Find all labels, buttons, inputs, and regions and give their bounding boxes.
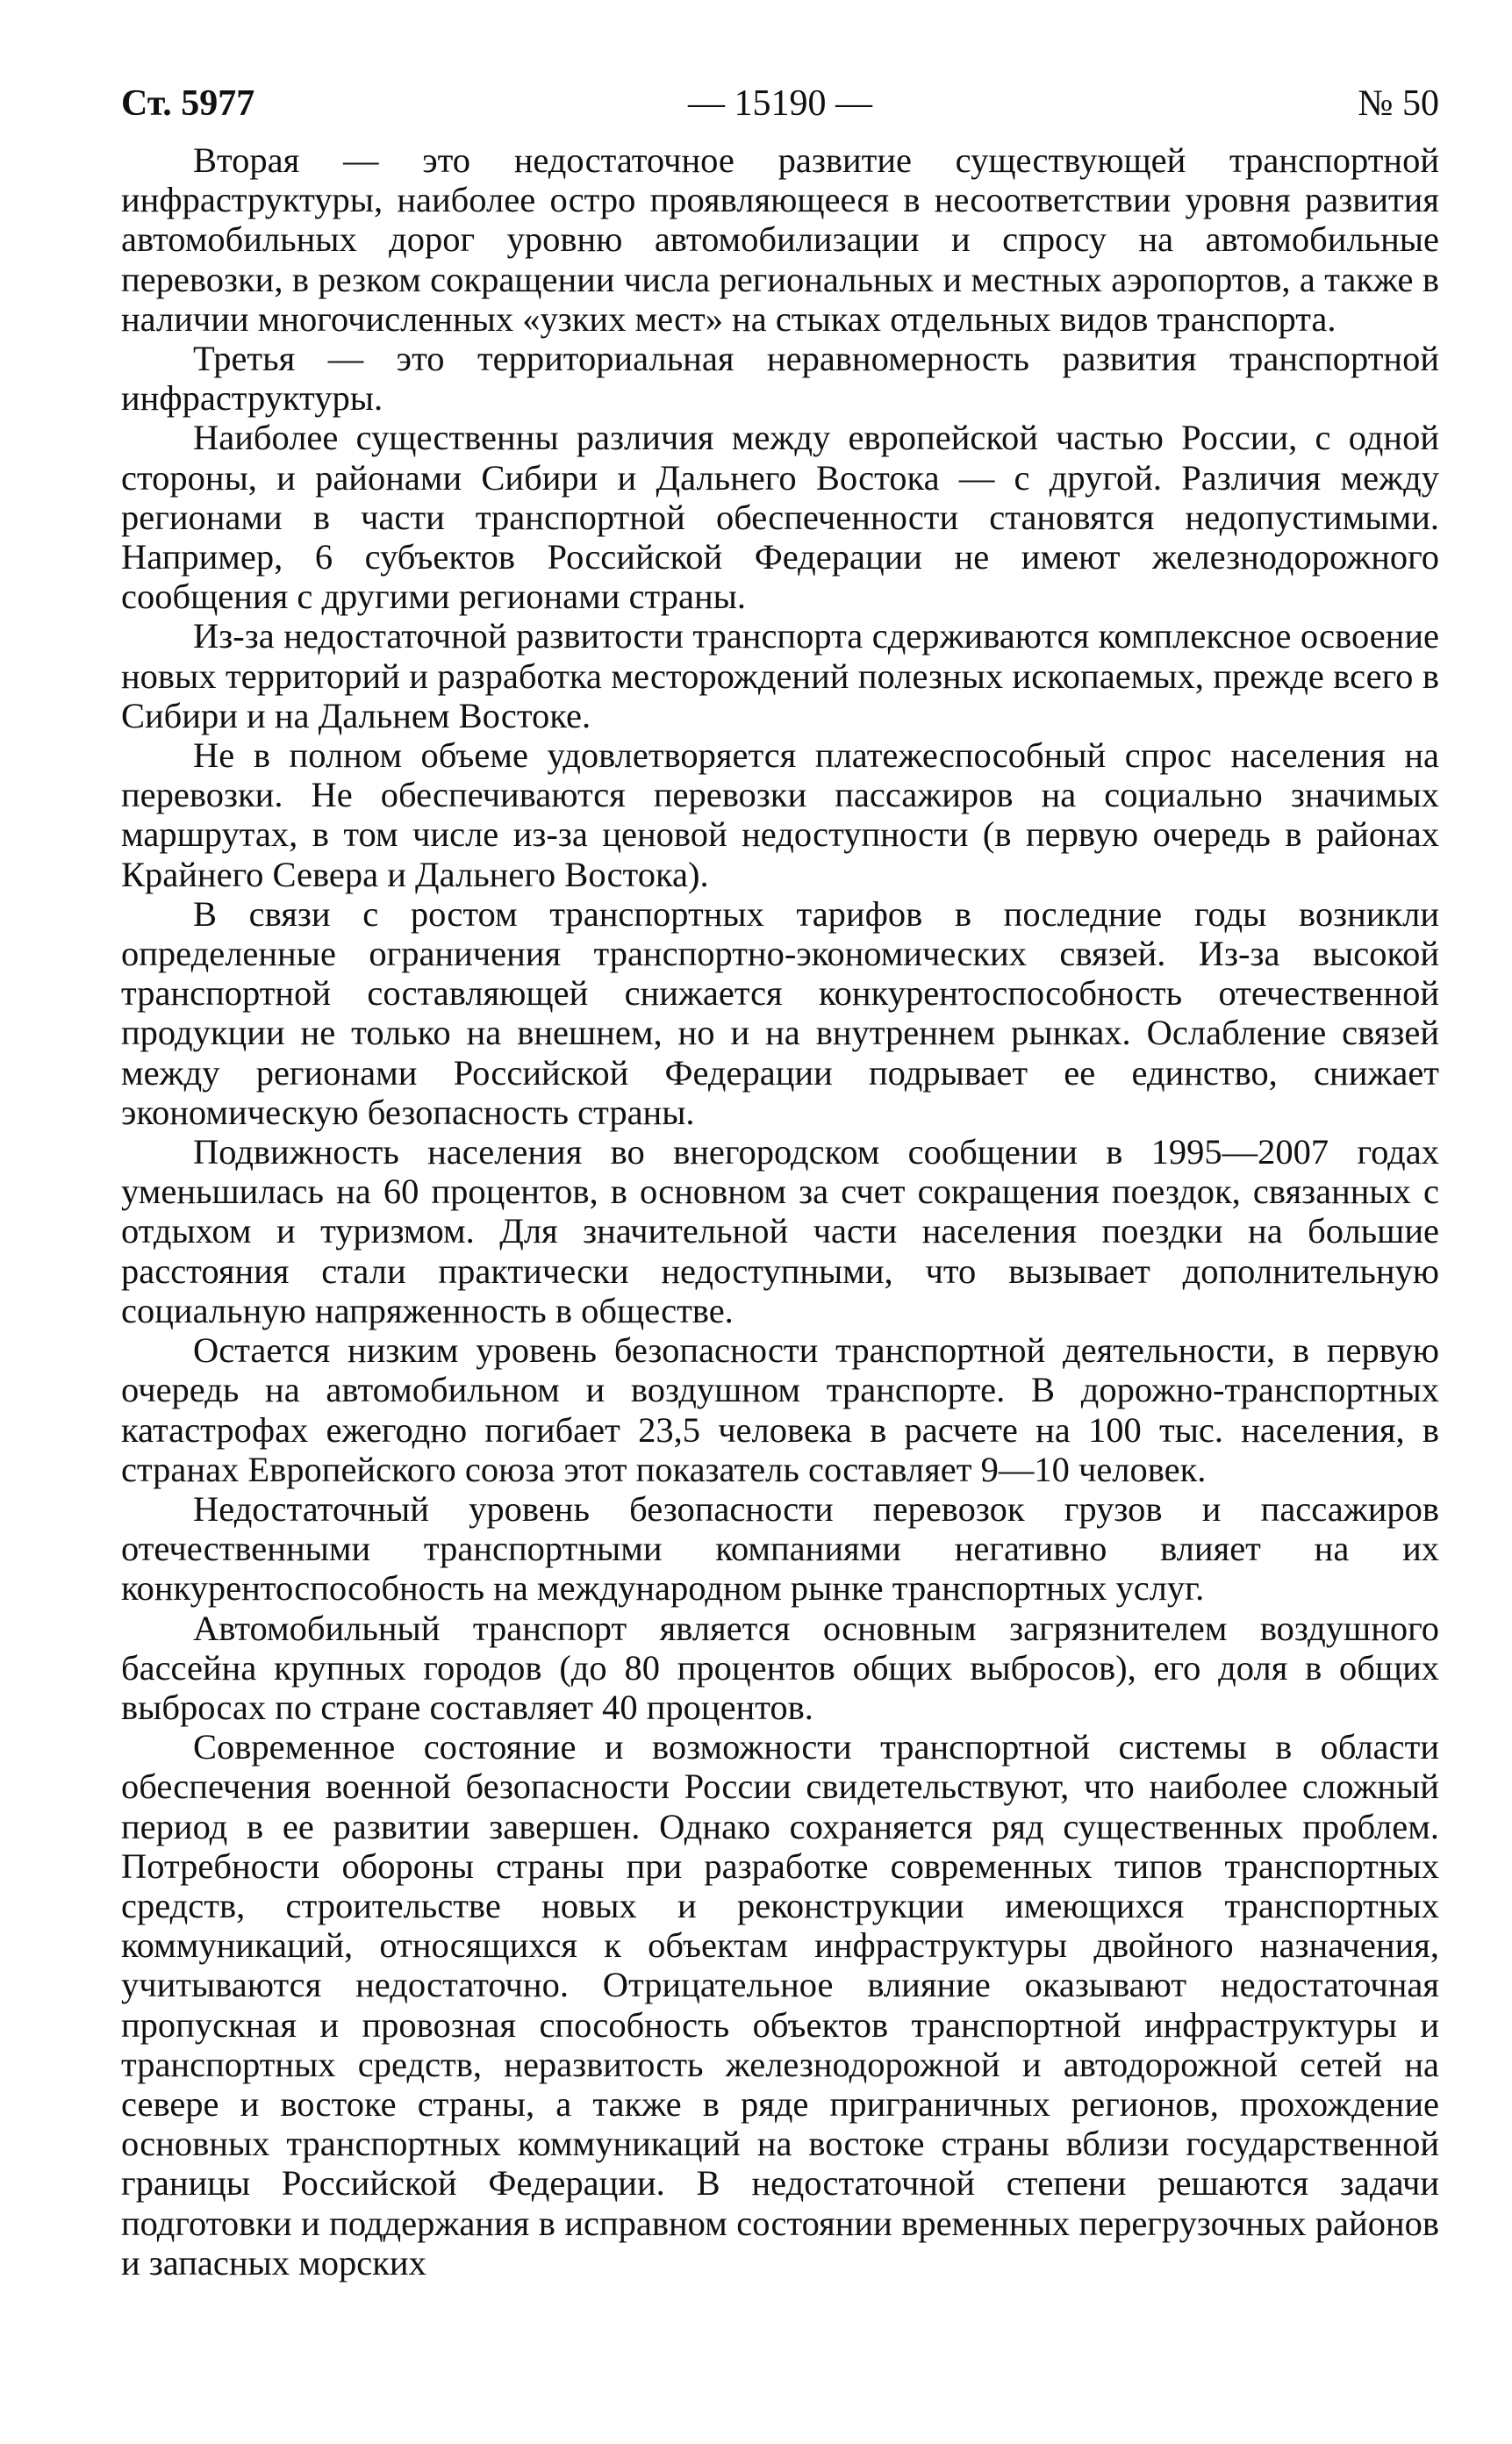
document-page xyxy=(121,79,1439,2283)
page-number: — 15190 — xyxy=(688,83,872,124)
paragraph: Недостаточный уровень безопасности перевозок грузов и пассажиров отечественными транспортными компаниями негативно влияет на их конкурентоспособность на международном рынке транспортных услуг. xyxy=(121,1488,1439,1609)
paragraph: Остается низким уровень безопасности транспортной деятельности, в первую очередь на автомобильном и воздушном транспорте. В дорожно-транспортных катастрофах ежегодно погибает 23,5 человека в расчете на 100 тыс. населения, в странах Европейского союза этот показатель составляет 9—10 человек. xyxy=(121,1330,1439,1489)
paragraph: Не в полном объеме удовлетворяется платежеспособный спрос населения на перевозки. Не обеспечиваются перевозки пассажиров на социально значимых маршрутах, в том числе из-за ценовой недоступности (в первую очередь в районах Крайнего Севера и Дальнего Востока). xyxy=(121,735,1439,894)
paragraph: Из-за недостаточной развитости транспорта сдерживаются комплексное освоение новых территорий и разработка месторождений полезных ископаемых, прежде всего в Сибири и на Дальнем Востоке. xyxy=(121,616,1439,735)
paragraph: Наиболее существенны различия между европейской частью России, с одной стороны, и районами Сибири и Дальнего Востока — с другой. Различия между регионами в части транспортной обеспеченности становятся недопустимыми. Например, 6 субъектов Российской Федерации не имеют железнодорожного сообщения с другими регионами страны. xyxy=(121,418,1439,617)
paragraph: Автомобильный транспорт является основным загрязнителем воздушного бассейна крупных городов (до 80 процентов общих выбросов), его доля в общих выбросах по стране составляет 40 процентов. xyxy=(121,1608,1439,1727)
page-header xyxy=(121,79,1439,128)
issue-number: № 50 xyxy=(1358,83,1439,124)
body-text xyxy=(121,140,1439,2283)
paragraph: Вторая — это недостаточное развитие существующей транспортной инфраструктуры, наиболее остро проявляющееся в несоответствии уровня развития автомобильных дорог уровню автомобилизации и спросу на автомобильные перевозки, в резком сокращении числа региональных и местных аэропортов, а также в наличии многочисленных «узких мест» на стыках отдельных видов транспорта. xyxy=(121,140,1439,339)
paragraph: Современное состояние и возможности транспортной системы в области обеспечения военной безопасности России свидетельствуют, что наиболее сложный период в ее развитии завершен. Однако сохраняется ряд существенных проблем. Потребности обороны страны при разработке современных типов транспортных средств, строительстве новых и реконструкции имеющихся транспортных коммуникаций, относящихся к объектам инфраструктуры двойного назначения, учитываются недостаточно. Отрицательное влияние оказывают недостаточная пропускная и провозная способность объектов транспортной инфраструктуры и транспортных средств, неразвитость железнодорожной и автодорожной сетей на севере и востоке страны, а также в ряде приграничных регионов, прохождение основных транспортных коммуникаций на востоке страны вблизи государственной границы Российской Федерации. В недостаточной степени решаются задачи подготовки и поддержания в исправном состоянии временных перегрузочных районов и запасных морских xyxy=(121,1727,1439,2283)
article-number: Ст. 5977 xyxy=(121,83,255,124)
paragraph: В связи с ростом транспортных тарифов в последние годы возникли определенные ограничения транспортно-экономических связей. Из-за высокой транспортной составляющей снижается конкурентоспособность отечественной продукции не только на внешнем, но и на внутреннем рынках. Ослабление связей между регионами Российской Федерации подрывает ее единство, снижает экономическую безопасность страны. xyxy=(121,893,1439,1132)
paragraph: Подвижность населения во внегородском сообщении в 1995—2007 годах уменьшилась на 60 процентов, в основном за счет сокращения поездок, связанных с отдыхом и туризмом. Для значительной части населения поездки на большие расстояния стали практически недоступными, что вызывает дополнительную социальную напряженность в обществе. xyxy=(121,1132,1439,1330)
paragraph: Третья — это территориальная неравномерность развития транспортной инфраструктуры. xyxy=(121,339,1439,419)
